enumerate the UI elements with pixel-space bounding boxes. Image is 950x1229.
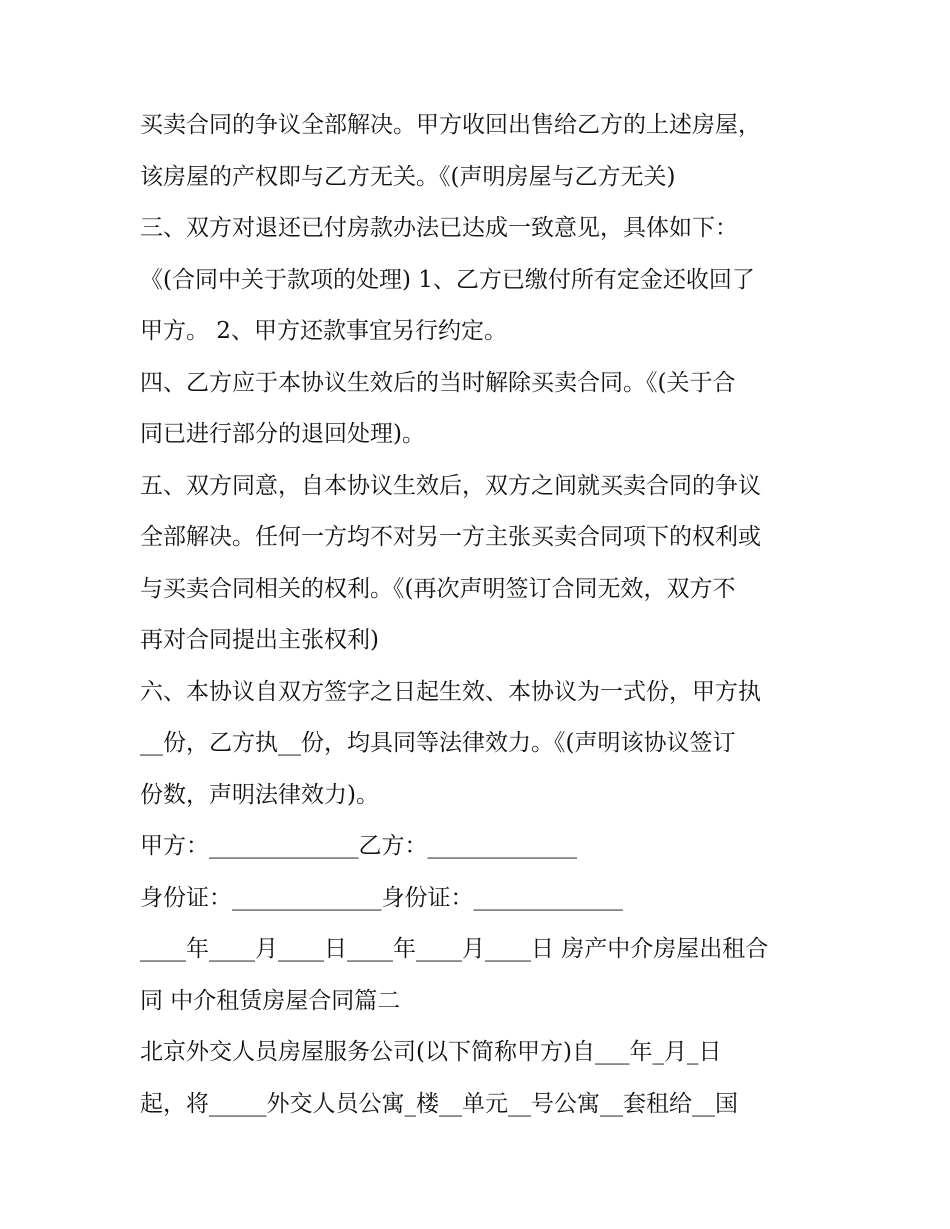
text-line: __份，乙方执__份，均具同等法律效力。《(声明该协议签订 xyxy=(140,730,736,756)
text-line: 与买卖合同相关的权利。《(再次声明签订合同无效，双方不 xyxy=(140,575,736,602)
date-line: ____年____月____日____年____月____日 房产中介房屋出租合 xyxy=(140,936,769,962)
text-line: 甲方。 2、甲方还款事宜另行约定。 xyxy=(140,318,507,344)
text-line: 四、乙方应于本协议生效后的当时解除买卖合同。《(关于合 xyxy=(140,369,736,396)
text-line: 该房屋的产权即与乙方无关。《(声明房屋与乙方无关) xyxy=(140,163,676,190)
text-line: 起，将_____外交人员公寓_楼__单元__号公寓__套租给__国 xyxy=(140,1090,738,1117)
text-line: 同已进行部分的退回处理)。 xyxy=(140,421,425,447)
document-body xyxy=(140,100,830,1130)
signature-line-party: 甲方：_____________乙方：_____________ xyxy=(140,833,577,859)
text-line: 三、双方对退还已付房款办法已达成一致意见，具体如下： xyxy=(140,215,738,241)
section-heading: 同 中介租赁房屋合同篇二 xyxy=(140,987,401,1014)
signature-line-id: 身份证：_____________身份证：_____________ xyxy=(140,884,623,911)
text-line: 六、本协议自双方签字之日起生效、本协议为一式份，甲方执 xyxy=(140,678,761,705)
text-line: 北京外交人员房屋服务公司(以下简称甲方)自___年_月_日 xyxy=(140,1039,722,1065)
text-line: 《(合同中关于款项的处理) 1、乙方已缴付所有定金还收回了 xyxy=(140,266,755,293)
text-line: 买卖合同的争议全部解决。甲方收回出售给乙方的上述房屋， xyxy=(140,112,761,138)
text-line: 全部解决。任何一方均不对另一方主张买卖合同项下的权利或 xyxy=(140,524,761,550)
text-line: 五、双方同意，自本协议生效后，双方之间就买卖合同的争议 xyxy=(140,472,761,499)
text-line: 份数，声明法律效力)。 xyxy=(140,781,379,808)
text-line: 再对合同提出主张权利) xyxy=(140,627,379,653)
